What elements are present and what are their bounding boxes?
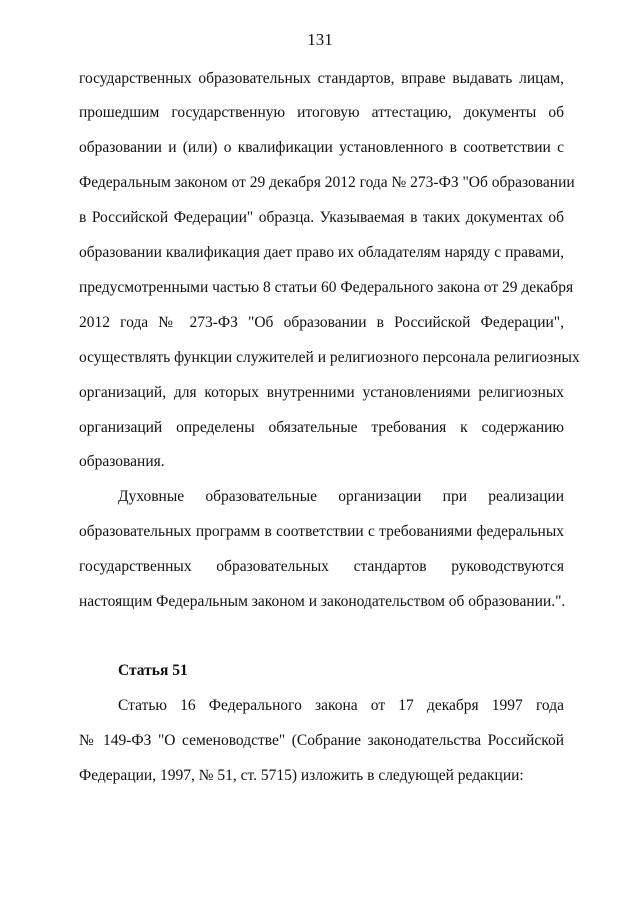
text-line: государственных образовательных стандартов руководствуются [79, 558, 564, 575]
text-line: прошедшим государственную итоговую аттестацию, документы об [79, 104, 564, 121]
text-line: Статью 16 Федерального закона от 17 декабря 1997 года [118, 697, 564, 714]
text-line: образовании квалификация дает право их обладателям наряду с правами, [79, 244, 564, 261]
text-line: в Российской Федерации" образца. Указываемая в таких документах об [79, 209, 564, 226]
text-line: Федерации, 1997, № 51, ст. 5715) изложить в следующей редакции: [79, 767, 524, 784]
text-line: настоящим Федеральным законом и законодательством об образовании.". [79, 593, 566, 610]
article-heading: Статья 51 [118, 662, 188, 679]
text-line: государственных образовательных стандартов, вправе выдавать лицам, [79, 70, 564, 87]
text-line: 2012 года № 273-ФЗ "Об образовании в Российской Федерации", [79, 314, 564, 331]
text-line: предусмотренными частью 8 статьи 60 Федерального закона от 29 декабря [79, 279, 574, 296]
text-line: Федеральным законом от 29 декабря 2012 года № 273-ФЗ "Об образовании [79, 174, 575, 191]
text-line: образовании и (или) о квалификации установленного в соответствии с [79, 139, 564, 156]
text-line: Духовные образовательные организации при реализации [118, 488, 564, 505]
text-line: образовательных программ в соответствии с требованиями федеральных [79, 523, 564, 540]
text-line: осуществлять функции служителей и религиозного персонала религиозных [79, 349, 580, 366]
text-line: организаций, для которых внутренними установлениями религиозных [79, 384, 564, 401]
text-line: организаций определены обязательные требования к содержанию [79, 419, 564, 436]
page-number: 131 [307, 30, 333, 49]
text-line: № 149-ФЗ "О семеноводстве" (Собрание законодательства Российской [79, 732, 564, 749]
text-line: образования. [79, 453, 165, 470]
